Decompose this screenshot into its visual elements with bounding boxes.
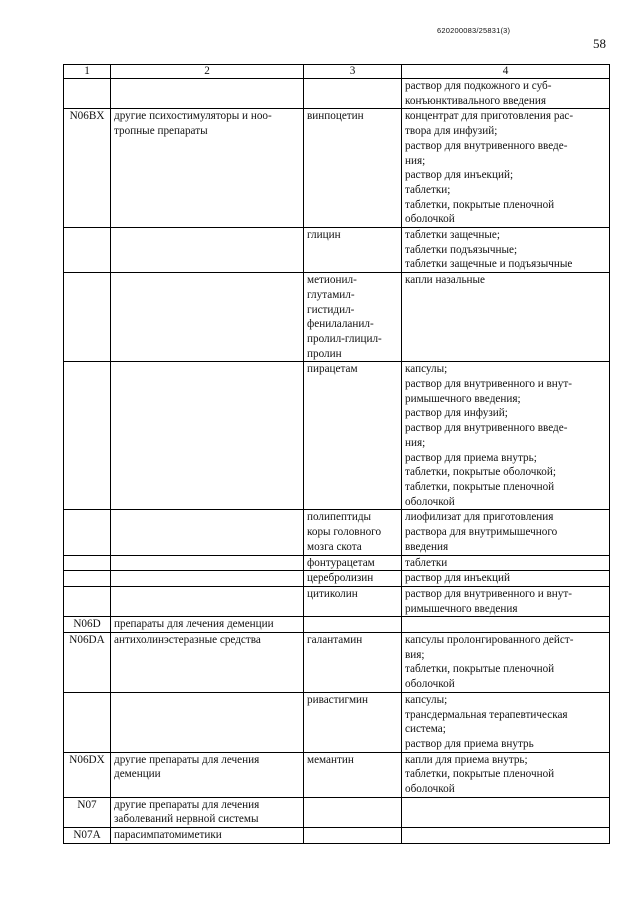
dosage-form-cell: лиофилизат для приготовления раствора для внутримышечного введения — [402, 510, 610, 555]
dosage-form-cell: капсулы; трансдермальная терапевтическая система; раствор для приема внутрь — [402, 692, 610, 752]
atc-code-cell — [64, 571, 111, 587]
table-row — [64, 617, 610, 633]
dosage-form-cell: капсулы; раствор для внутривенного и внут- римышечного введения; раствор для инфузий; раствор для внутривенного введе- ния; раствор для приема внутрь; таблетки, покрытые оболочкой; таблетки, покрытые пленочной оболочкой — [402, 362, 610, 510]
drug-name-cell: винпоцетин — [304, 109, 402, 228]
group-name-cell: другие препараты для лечения заболеваний нервной системы — [111, 797, 304, 827]
drug-name-cell — [304, 617, 402, 633]
column-header: 1 — [64, 65, 111, 79]
group-name-cell — [111, 692, 304, 752]
dosage-form-cell: капли для приема внутрь; таблетки, покрытые пленочной оболочкой — [402, 752, 610, 797]
table-row — [64, 362, 610, 510]
atc-code-cell: N06BX — [64, 109, 111, 228]
drug-name-cell: церебролизин — [304, 571, 402, 587]
atc-code-cell: N06D — [64, 617, 111, 633]
group-name-cell: препараты для лечения деменции — [111, 617, 304, 633]
drug-name-cell: цитиколин — [304, 586, 402, 616]
drug-table — [63, 64, 610, 844]
group-name-cell: антихолинэстеразные средства — [111, 633, 304, 693]
drug-name-cell: ривастигмин — [304, 692, 402, 752]
drug-name-cell: галантамин — [304, 633, 402, 693]
drug-name-cell: мемантин — [304, 752, 402, 797]
drug-name-cell — [304, 828, 402, 844]
dosage-form-cell: концентрат для приготовления рас- твора для инфузий; раствор для внутривенного введе- ния; раствор для инъекций; таблетки; таблетки, покрытые пленочной оболочкой — [402, 109, 610, 228]
atc-code-cell — [64, 586, 111, 616]
atc-code-cell: N07A — [64, 828, 111, 844]
atc-code-cell — [64, 692, 111, 752]
atc-code-cell — [64, 228, 111, 273]
dosage-form-cell — [402, 828, 610, 844]
drug-name-cell: фонтурацетам — [304, 555, 402, 571]
atc-code-cell — [64, 555, 111, 571]
table-row — [64, 79, 610, 109]
group-name-cell — [111, 79, 304, 109]
dosage-form-cell: таблетки защечные; таблетки подъязычные; таблетки защечные и подъязычные — [402, 228, 610, 273]
atc-code-cell — [64, 79, 111, 109]
atc-code-cell: N06DX — [64, 752, 111, 797]
dosage-form-cell — [402, 617, 610, 633]
group-name-cell — [111, 273, 304, 362]
group-name-cell: другие психостимуляторы и ноо- тропные препараты — [111, 109, 304, 228]
table-header-row — [64, 65, 610, 79]
group-name-cell — [111, 555, 304, 571]
drug-name-cell: метионил- глутамил- гистидил- фенилаланил- пролил-глицил- пролин — [304, 273, 402, 362]
drug-name-cell — [304, 797, 402, 827]
group-name-cell — [111, 362, 304, 510]
group-name-cell: другие препараты для лечения деменции — [111, 752, 304, 797]
table-row — [64, 797, 610, 827]
table-row — [64, 571, 610, 587]
group-name-cell: парасимпатомиметики — [111, 828, 304, 844]
atc-code-cell — [64, 273, 111, 362]
group-name-cell — [111, 571, 304, 587]
atc-code-cell — [64, 510, 111, 555]
dosage-form-cell: капли назальные — [402, 273, 610, 362]
table-row — [64, 109, 610, 228]
drug-name-cell: глицин — [304, 228, 402, 273]
dosage-form-cell: таблетки — [402, 555, 610, 571]
drug-name-cell: пирацетам — [304, 362, 402, 510]
page-number: 58 — [593, 36, 606, 51]
table-row — [64, 555, 610, 571]
table-row — [64, 828, 610, 844]
document-id: 620200083/25831(3) — [437, 26, 511, 35]
dosage-form-cell: раствор для внутривенного и внут- римышечного введения — [402, 586, 610, 616]
dosage-form-cell: раствор для подкожного и суб- конъюнктивального введения — [402, 79, 610, 109]
table-row — [64, 273, 610, 362]
column-header: 2 — [111, 65, 304, 79]
group-name-cell — [111, 510, 304, 555]
column-header: 3 — [304, 65, 402, 79]
group-name-cell — [111, 228, 304, 273]
table-row — [64, 692, 610, 752]
atc-code-cell: N06DA — [64, 633, 111, 693]
drug-name-cell: полипептиды коры головного мозга скота — [304, 510, 402, 555]
dosage-form-cell: капсулы пролонгированного дейст- вия; таблетки, покрытые пленочной оболочкой — [402, 633, 610, 693]
atc-code-cell — [64, 362, 111, 510]
table-row — [64, 228, 610, 273]
table-row — [64, 633, 610, 693]
dosage-form-cell — [402, 797, 610, 827]
dosage-form-cell: раствор для инъекций — [402, 571, 610, 587]
table-row — [64, 586, 610, 616]
atc-code-cell: N07 — [64, 797, 111, 827]
table-row — [64, 510, 610, 555]
table-row — [64, 752, 610, 797]
column-header: 4 — [402, 65, 610, 79]
drug-name-cell — [304, 79, 402, 109]
group-name-cell — [111, 586, 304, 616]
